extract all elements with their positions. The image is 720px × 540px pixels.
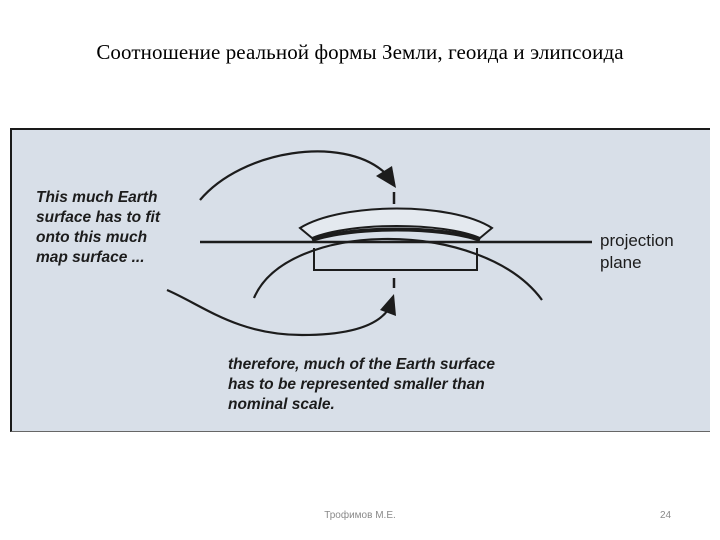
page-number: 24 — [660, 510, 672, 521]
left-annotation — [36, 188, 160, 268]
left-annotation-line: map surface ... — [36, 249, 145, 266]
bottom-annotation — [228, 355, 495, 415]
bottom-annotation-line: therefore, much of the Earth surface — [228, 356, 496, 373]
footer-author: Трофимов М.Е. — [324, 510, 396, 521]
left-annotation-line: This much Earth — [36, 189, 158, 206]
upper-arrow-curve — [200, 151, 384, 200]
left-annotation-line: surface has to fit — [36, 209, 161, 226]
left-annotation-line: onto this much — [36, 229, 148, 246]
bottom-annotation-line: nominal scale. — [228, 396, 335, 413]
projection-diagram — [10, 128, 710, 432]
projection-plane-label-line: plane — [600, 253, 642, 272]
map-surface-bracket — [314, 248, 477, 270]
bottom-annotation-line: has to be represented smaller than — [228, 376, 485, 393]
lower-arrow-head — [380, 294, 396, 316]
slide-title: Соотношение реальной формы Земли, геоида и элипсоида — [96, 40, 624, 64]
lower-arrow-curve — [167, 290, 388, 335]
projection-plane-label-line: projection — [600, 231, 674, 250]
projection-plane-label — [600, 230, 674, 274]
